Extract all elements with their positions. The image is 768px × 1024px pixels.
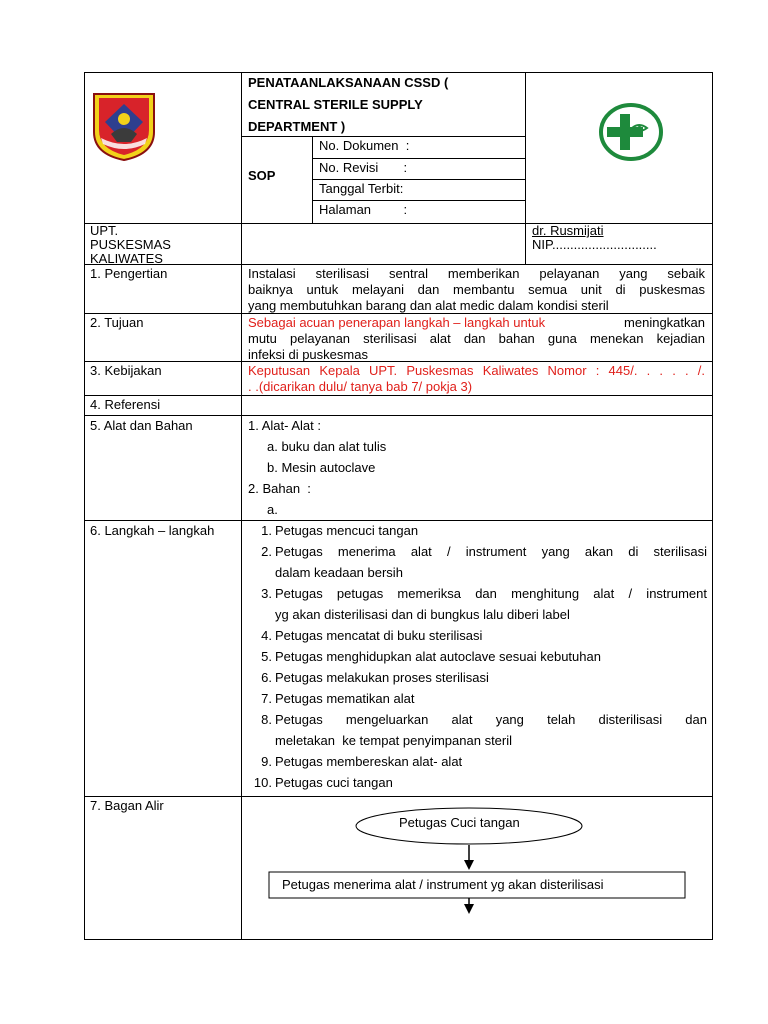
row-divider [84, 223, 713, 224]
kebijakan-line: . .(dicarikan dulu/ tanya bab 7/ pokja 3) [248, 379, 473, 394]
puskesmas-logo-icon [597, 101, 665, 163]
document-title [248, 72, 448, 138]
sop-label: SOP [248, 168, 276, 183]
step-text: Petugas menerima alat / instrument yang akan di sterilisasi [275, 544, 707, 559]
column-divider [525, 72, 526, 264]
table-border [84, 72, 85, 940]
step-text: Petugas melakukan proses sterilisasi [275, 670, 489, 685]
field-tanggal-terbit: Tanggal Terbit: [319, 181, 404, 196]
flow-arrow-icon [464, 860, 474, 870]
label-tujuan: 2. Tujuan [90, 315, 144, 330]
step-number: 1. [261, 523, 272, 538]
step-number: 9. [261, 754, 272, 769]
row-divider [84, 361, 713, 362]
field-no-dokumen: No. Dokumen : [319, 138, 410, 153]
field-halaman: Halaman : [319, 202, 408, 217]
field-no-revisi: No. Revisi : [319, 160, 408, 175]
signer-nip: NIP............................. [532, 237, 657, 252]
pengertian-line: yang membutuhkan barang dan alat medic dalam kondisi steril [248, 298, 609, 313]
step-text: Petugas menghidupkan alat autoclave sesuai kebutuhan [275, 649, 601, 664]
pengertian-line: Instalasi sterilisasi sentral memberikan pelayanan yang sebaik [248, 266, 705, 281]
step-text: yg akan disterilisasi dan di bungkus lalu diberi label [275, 607, 570, 622]
step-number: 10. [253, 775, 272, 790]
tujuan-line: mutu pelayanan sterilisasi alat dan bahan guna menekan kejadian [248, 331, 705, 346]
title-line: CENTRAL STERILE SUPPLY [248, 97, 423, 112]
step-text: Petugas cuci tangan [275, 775, 393, 790]
table-border [84, 939, 713, 940]
alat-bahan-item: 2. Bahan : [248, 481, 311, 496]
tujuan-highlight: Sebagai acuan penerapan langkah – langkah untuk [248, 315, 546, 330]
alat-bahan-item: a. buku dan alat tulis [267, 439, 387, 454]
flow-step-label: Petugas menerima alat / instrument yg akan disterilisasi [282, 877, 604, 892]
step-number: 2. [261, 544, 272, 559]
step-number: 4. [261, 628, 272, 643]
label-alat-bahan: 5. Alat dan Bahan [90, 418, 193, 433]
label-kebijakan: 3. Kebijakan [90, 363, 162, 378]
row-divider [84, 415, 713, 416]
step-text: Petugas mematikan alat [275, 691, 415, 706]
step-number: 3. [261, 586, 272, 601]
step-text: Petugas membereskan alat- alat [275, 754, 463, 769]
step-text: Petugas mencatat di buku sterilisasi [275, 628, 483, 643]
alat-bahan-item: a. [267, 502, 278, 517]
alat-bahan-item: 1. Alat- Alat : [248, 418, 321, 433]
step-text: Petugas mengeluarkan alat yang telah disterilisasi dan [275, 712, 707, 727]
title-line: PENATAANLAKSANAAN CSSD ( [248, 75, 449, 90]
signer-name: dr. Rusmijati [532, 223, 604, 238]
row-divider [84, 395, 713, 396]
row-divider [312, 158, 526, 159]
pengertian-line: baiknya untuk melayani dan membantu semua unit di puskesmas [248, 282, 705, 297]
step-number: 6. [261, 670, 272, 685]
step-text: Petugas petugas memeriksa dan menghitung alat / instrument [275, 586, 707, 601]
org-line: UPT. [90, 223, 119, 238]
org-line: PUSKESMAS [90, 237, 171, 252]
table-border [712, 72, 713, 940]
label-bagan-alir: 7. Bagan Alir [90, 798, 164, 813]
row-divider [84, 520, 713, 521]
flow-start-label: Petugas Cuci tangan [399, 815, 520, 830]
step-text: dalam keadaan bersih [275, 565, 403, 580]
step-number: 7. [261, 691, 272, 706]
label-referensi: 4. Referensi [90, 397, 161, 412]
kebijakan-line: Keputusan Kepala UPT. Puskesmas Kaliwates Nomor : 445/. . . . . /. [248, 363, 705, 378]
step-number: 5. [261, 649, 272, 664]
row-divider [312, 200, 526, 201]
label-langkah: 6. Langkah – langkah [90, 523, 215, 538]
organization-name [90, 224, 171, 266]
row-divider [312, 179, 526, 180]
step-text: meletakan ke tempat penyimpanan steril [275, 733, 513, 748]
tujuan-line [248, 315, 705, 331]
regency-emblem-icon [91, 92, 157, 162]
tujuan-line: infeksi di puskesmas [248, 347, 368, 362]
title-line: DEPARTMENT ) [248, 119, 346, 134]
label-pengertian: 1. Pengertian [90, 266, 168, 281]
step-number: 8. [261, 712, 272, 727]
alat-bahan-item: b. Mesin autoclave [267, 460, 376, 475]
step-text: Petugas mencuci tangan [275, 523, 419, 538]
tujuan-text: meningkatkan [620, 315, 705, 330]
flow-arrow-icon [464, 904, 474, 914]
row-divider [84, 264, 713, 265]
org-line: KALIWATES [90, 251, 163, 266]
